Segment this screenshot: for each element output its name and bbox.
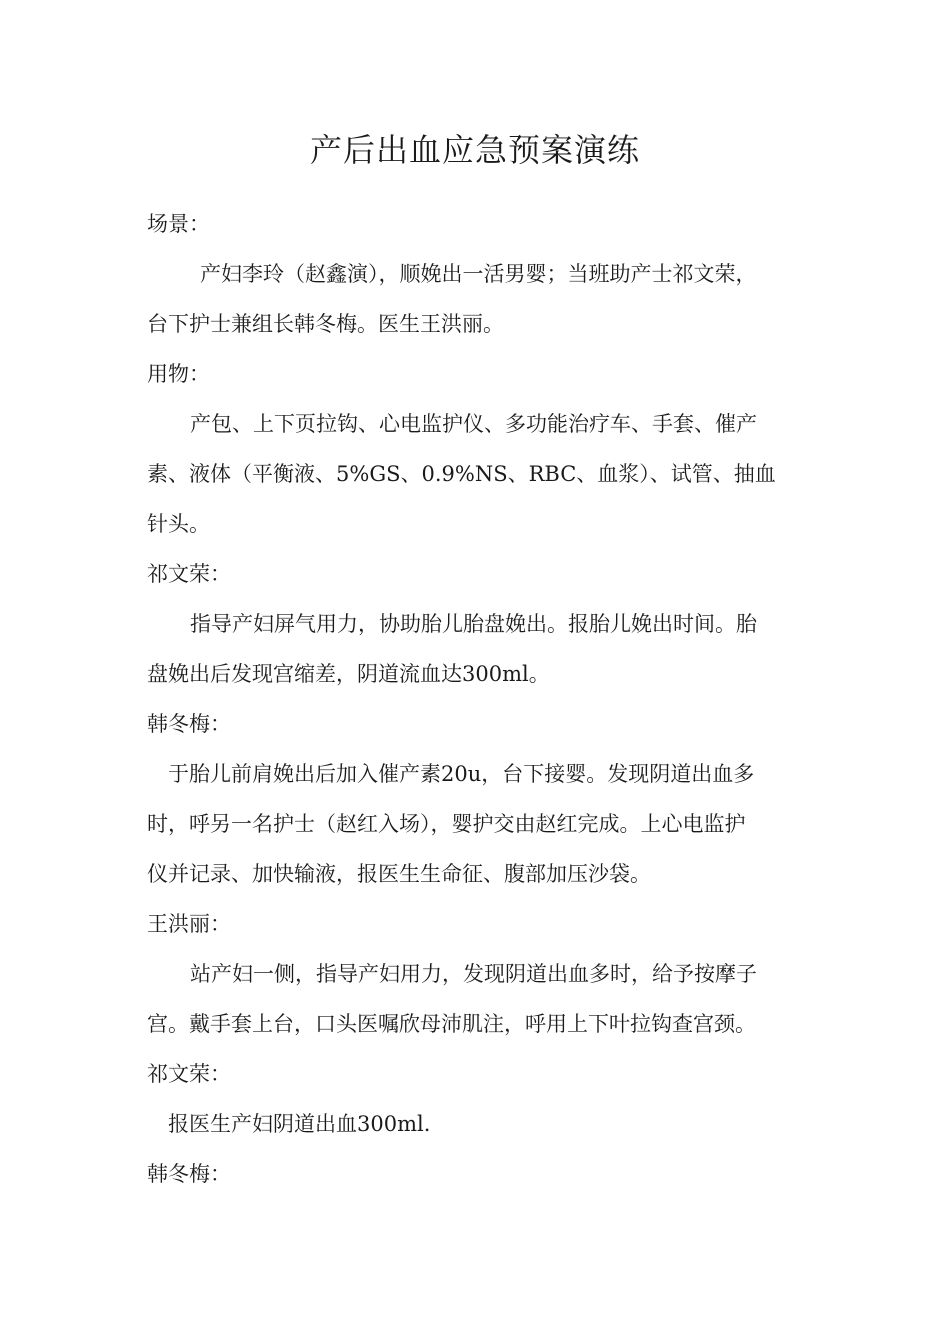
- section-label-scene: 场景：: [147, 212, 210, 236]
- paragraph-line: 宫。戴手套上台，口头医嘱欣母沛肌注，呼用上下叶拉钩查宫颈。: [147, 1012, 756, 1036]
- section-label-supplies: 用物：: [147, 362, 210, 386]
- speaker-label: 祁文荣：: [147, 562, 231, 586]
- paragraph-line: 盘娩出后发现宫缩差，阴道流血达300ml。: [147, 662, 550, 686]
- paragraph-line: 时，呼另一名护士（赵红入场），婴护交由赵红完成。上心电监护: [147, 812, 746, 836]
- speaker-label: 韩冬梅：: [147, 1162, 231, 1186]
- paragraph-line: 针头。: [147, 512, 210, 536]
- paragraph-line: 产包、上下页拉钩、心电监护仪、多功能治疗车、手套、催产: [190, 412, 757, 436]
- speaker-label: 祁文荣：: [147, 1062, 231, 1086]
- paragraph-line: 台下护士兼组长韩冬梅。医生王洪丽。: [147, 312, 504, 336]
- speaker-label: 韩冬梅：: [147, 712, 231, 736]
- paragraph-line: 仪并记录、加快输液，报医生生命征、腹部加压沙袋。: [147, 862, 651, 886]
- paragraph-line: 于胎儿前肩娩出后加入催产素20u，台下接婴。发现阴道出血多: [168, 762, 755, 786]
- paragraph-line: 站产妇一侧，指导产妇用力，发现阴道出血多时，给予按摩子: [190, 962, 757, 986]
- paragraph-line: 产妇李玲（赵鑫演），顺娩出一活男婴；当班助产士祁文荣，: [200, 262, 757, 286]
- paragraph-line: 素、液体（平衡液、5%GS、0.9%NS、RBC、血浆）、试管、抽血: [147, 462, 776, 486]
- speaker-label: 王洪丽：: [147, 912, 231, 936]
- document-title: 产后出血应急预案演练: [309, 131, 640, 169]
- paragraph-line: 报医生产妇阴道出血300ml.: [168, 1112, 431, 1136]
- paragraph-line: 指导产妇屏气用力，协助胎儿胎盘娩出。报胎儿娩出时间。胎: [190, 612, 757, 636]
